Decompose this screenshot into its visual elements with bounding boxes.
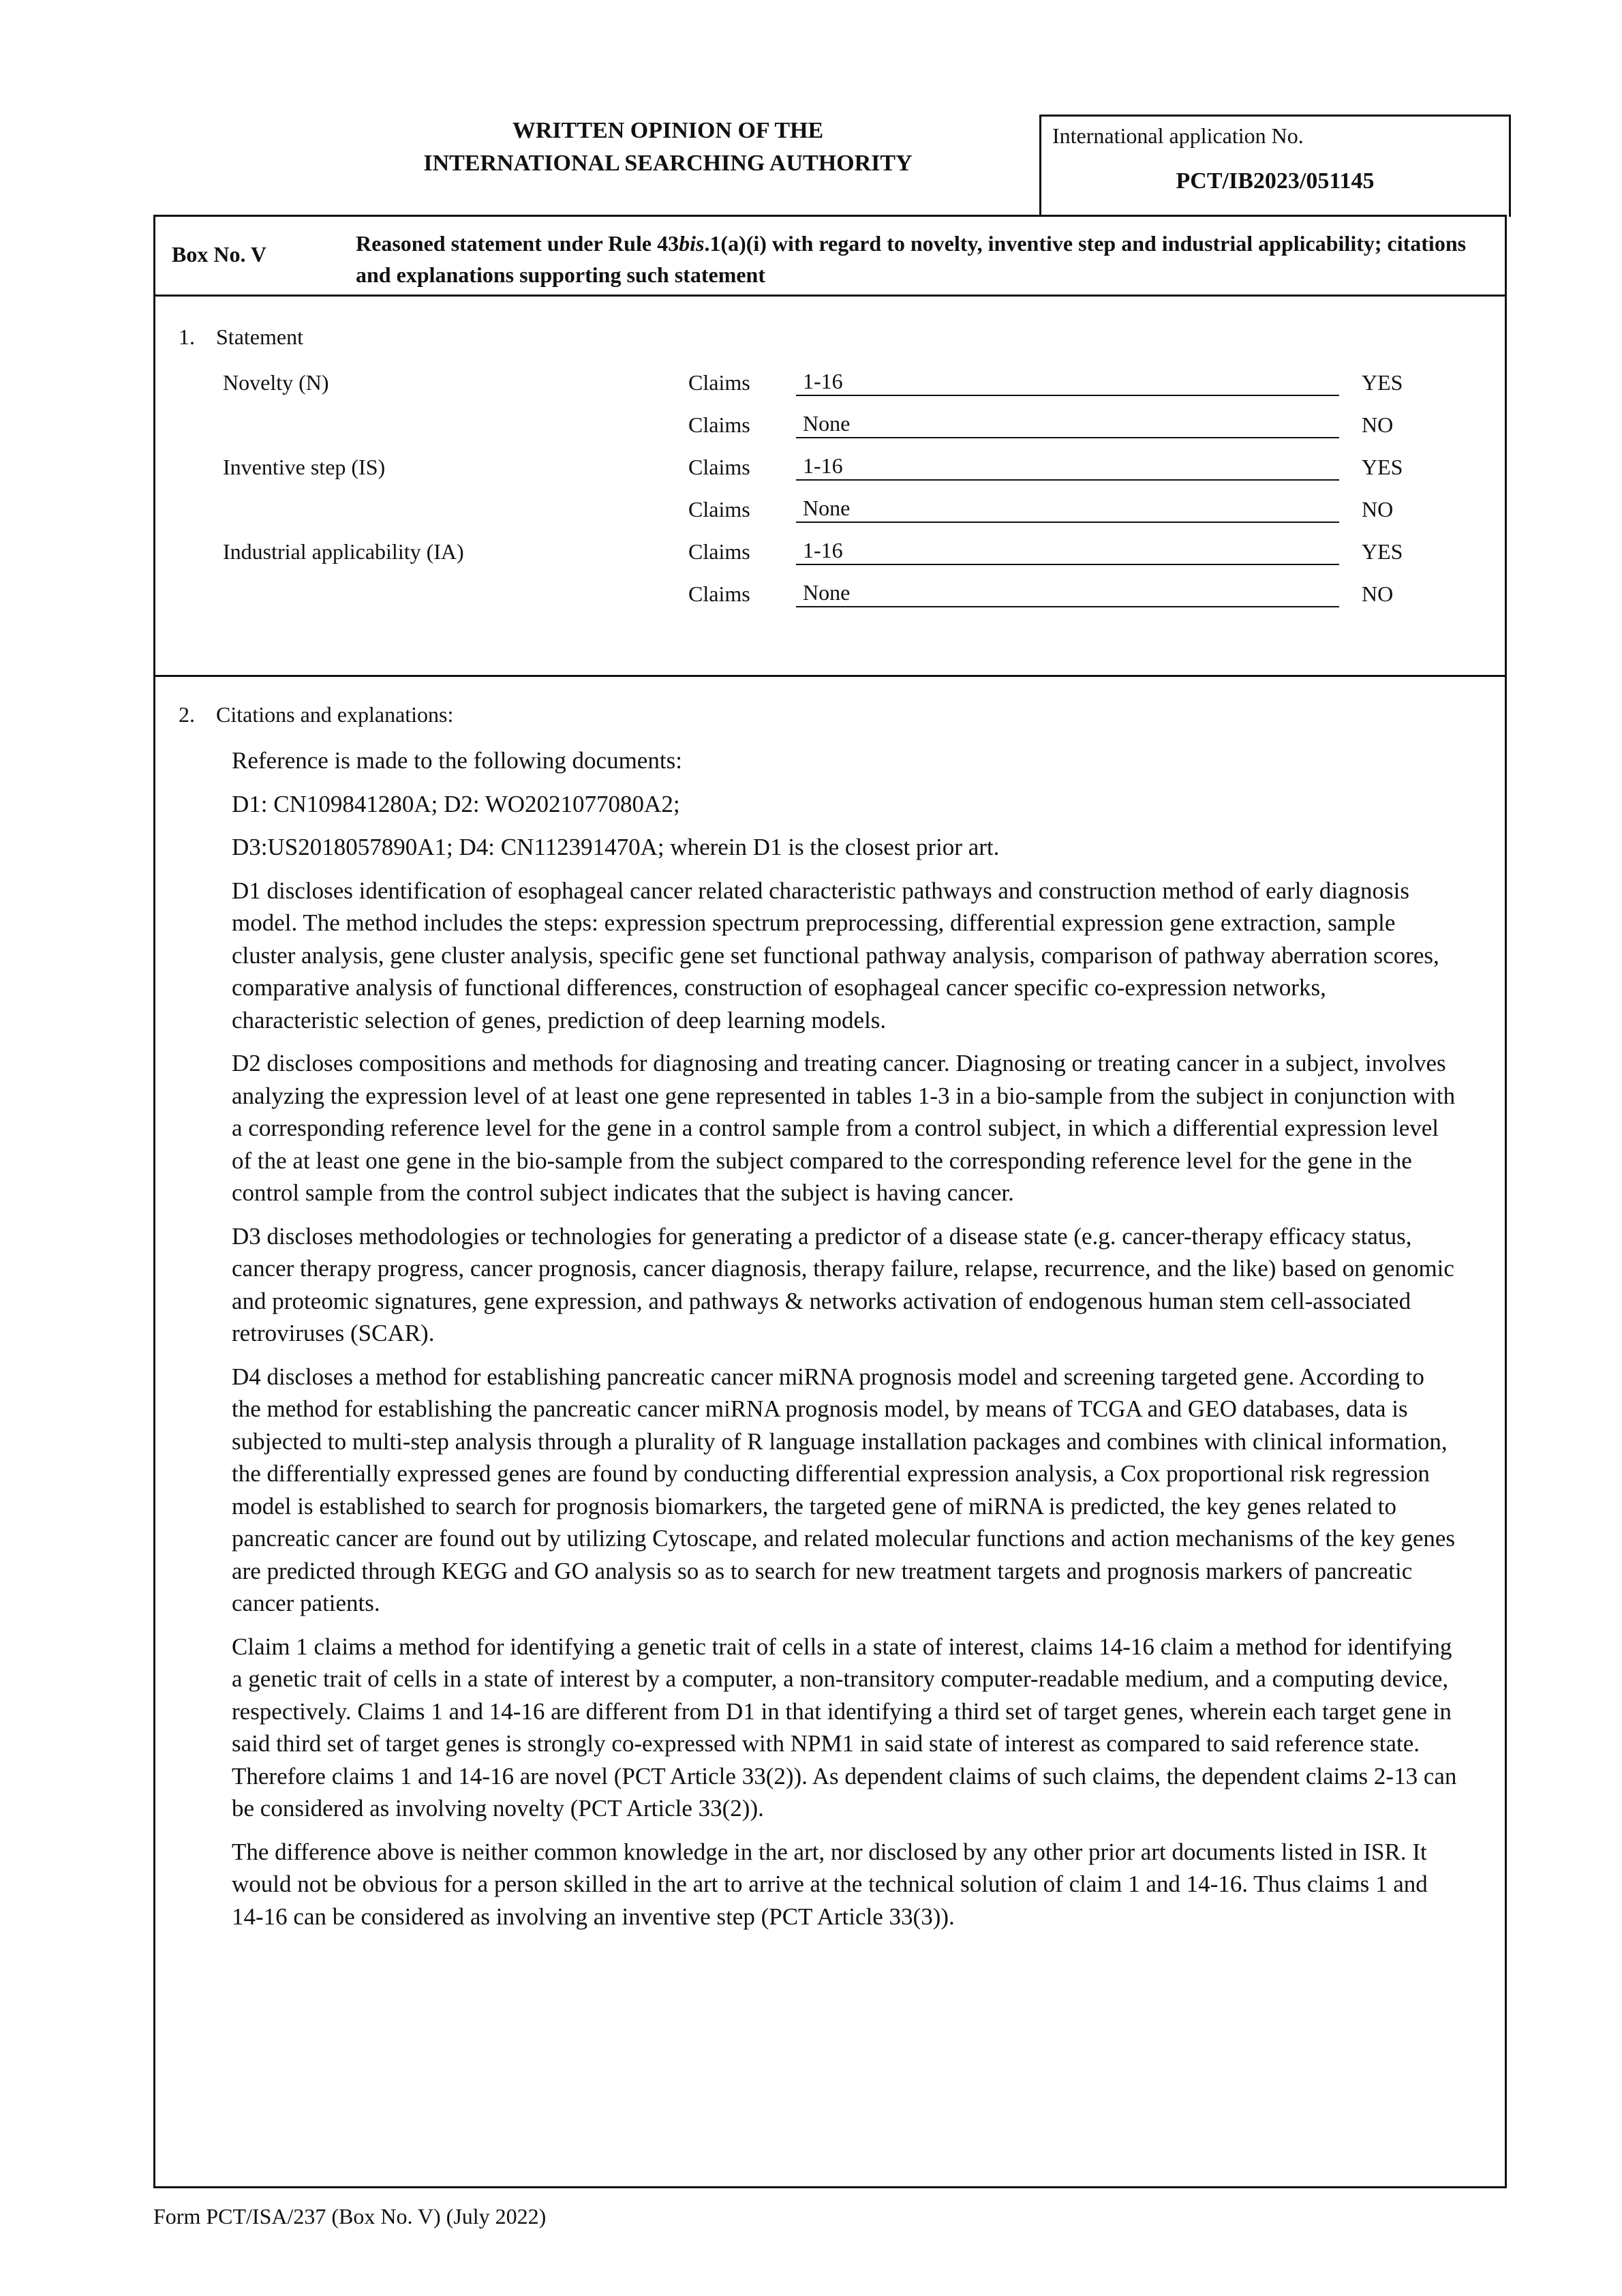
paragraph: Claim 1 claims a method for identifying a genetic trait of cells in a state of interest, claims 14-16 claim a method for identifying a genetic trait of cells in a state of interest by a computer, a non-transitory computer-readable medium, and a computing device, respectively. Claims 1 and 14-16 are different from D1 in that identifying a third set of target genes, wherein each target gene in said third set of target genes is strongly co-expressed with NPM1 in said state of interest as compared to said reference state. Therefore claims 1 and 14-16 are novel (PCT Article 33(2)). As dependent claims of such claims, the dependent claims 2-13 can be considered as involving novelty (PCT Article 33(2)). [232, 1633, 1457, 1822]
claims-value: 1-16 [796, 537, 1339, 565]
claims-word: Claims [688, 455, 750, 479]
claims-word: Claims [688, 497, 750, 522]
paragraph: D4 discloses a method for establishing pancreatic cancer miRNA prognosis model and screening targeted gene. According to the method for establishing the pancreatic cancer miRNA prognosis model, by means of TCGA and GEO databases, data is subjected to multi-step analysis through a plurality of R language installation packages and combines with clinical information, the differentially expressed genes are found by conducting differential expression analysis, a Cox proportional risk regression model is established to search for prognosis biomarkers, the targeted gene of miRNA is predicted, the key genes related to pancreatic cancer are found out by utilizing Cytoscape, and related molecular functions and action mechanisms of the key genes are predicted through KEGG and GO analysis so as to search for new treatment targets and prognosis markers of pancreatic cancer patients. [232, 1363, 1456, 1616]
title-line-1: WRITTEN OPINION OF THE [512, 118, 824, 143]
claims-word: Claims [688, 539, 750, 564]
statement-label: Industrial applicability (IA) [223, 539, 464, 564]
statement-verdict: NO [1362, 581, 1394, 606]
title-line-2: INTERNATIONAL SEARCHING AUTHORITY [423, 151, 913, 176]
application-number: PCT/IB2023/051145 [1176, 168, 1375, 194]
claims-word: Claims [688, 581, 750, 606]
paragraph: D3:US2018057890A1; D4: CN112391470A; wherein D1 is the closest prior art. [232, 834, 1000, 860]
statement-verdict: YES [1362, 370, 1403, 395]
statement-number: 1. [179, 324, 195, 349]
paragraph: D1 discloses identification of esophageal cancer related characteristic pathways and construction method of early diagnosis model. The method includes the steps: expression spectrum preprocessing, differential expression gene extraction, sample cluster analysis, gene cluster analysis, specific gene set functional pathway analysis, comparison of pathway aberration scores, comparative analysis of functional differences, construction of esophageal cancer specific co-expression networks, characteristic selection of genes, prediction of deep learning models. [232, 877, 1439, 1033]
claims-value: 1-16 [796, 452, 1339, 481]
claims-value: 1-16 [796, 367, 1339, 396]
application-label: International application No. [1052, 123, 1304, 148]
paragraph: D2 discloses compositions and methods for diagnosing and treating cancer. Diagnosing or treating cancer in a subject, involves analyzing the expression level of at least one gene represented in tables 1-3 in a bio-sample from the subject in conjunction with a corresponding reference level for the gene in a control sample from a control subject, in which a differential expression level of the at least one gene in the bio-sample from the subject compared to the corresponding reference level for the gene in the control sample from the control subject indicates that the subject is having cancer. [232, 1050, 1456, 1206]
paragraph: The difference above is neither common knowledge in the art, nor disclosed by any other prior art documents listed in ISR. It would not be obvious for a person skilled in the art to arrive at the technical solution of claim 1 and 14-16. Thus claims 1 and 14-16 can be considered as involving an inventive step (PCT Article 33(3)). [232, 1838, 1428, 1930]
statement-label: Inventive step (IS) [223, 455, 386, 479]
divider-box-header [153, 294, 1507, 297]
box-title [356, 228, 1494, 290]
citations-heading [179, 702, 453, 727]
citations-body [232, 744, 1458, 1944]
claims-value: None [796, 579, 1339, 607]
claims-word: Claims [688, 412, 750, 437]
statement-label: Novelty (N) [223, 370, 329, 395]
application-number-box [1039, 115, 1511, 217]
box-title-part1: Reasoned statement under Rule 43 [356, 231, 679, 256]
claims-value: None [796, 410, 1339, 438]
statement-verdict: NO [1362, 412, 1394, 437]
paragraph: Reference is made to the following documents: [232, 747, 682, 774]
claims-word: Claims [688, 370, 750, 395]
box-title-italic: bis [679, 231, 705, 256]
form-footer: Form PCT/ISA/237 (Box No. V) (July 2022) [153, 2204, 547, 2229]
statement-heading-text: Statement [216, 324, 303, 349]
document-title [225, 115, 1111, 180]
citations-number: 2. [179, 702, 195, 727]
paragraph: D3 discloses methodologies or technologies for generating a predictor of a disease state (e.g. cancer-therapy efficacy status, cancer therapy progress, cancer prognosis, cancer diagnosis, therapy failure, relapse, recurrence, and the like) based on genomic and proteomic signatures, gene expression, and pathways & networks activation of endogenous human stem cell-associated retroviruses (SCAR). [232, 1222, 1454, 1346]
statement-verdict: YES [1362, 539, 1403, 564]
statement-verdict: NO [1362, 497, 1394, 522]
claims-value: None [796, 494, 1339, 523]
citations-heading-text: Citations and explanations: [216, 702, 454, 727]
statement-verdict: YES [1362, 455, 1403, 479]
box-number: Box No. V [172, 242, 266, 267]
paragraph: D1: CN109841280A; D2: WO2021077080A2; [232, 790, 680, 817]
statement-heading [179, 324, 303, 350]
divider-statement [153, 675, 1507, 677]
box-title-part2: .1(a)(i) with regard to novelty, inventive step and industrial applicability; citations and explanations supporting such statement [356, 231, 1467, 287]
